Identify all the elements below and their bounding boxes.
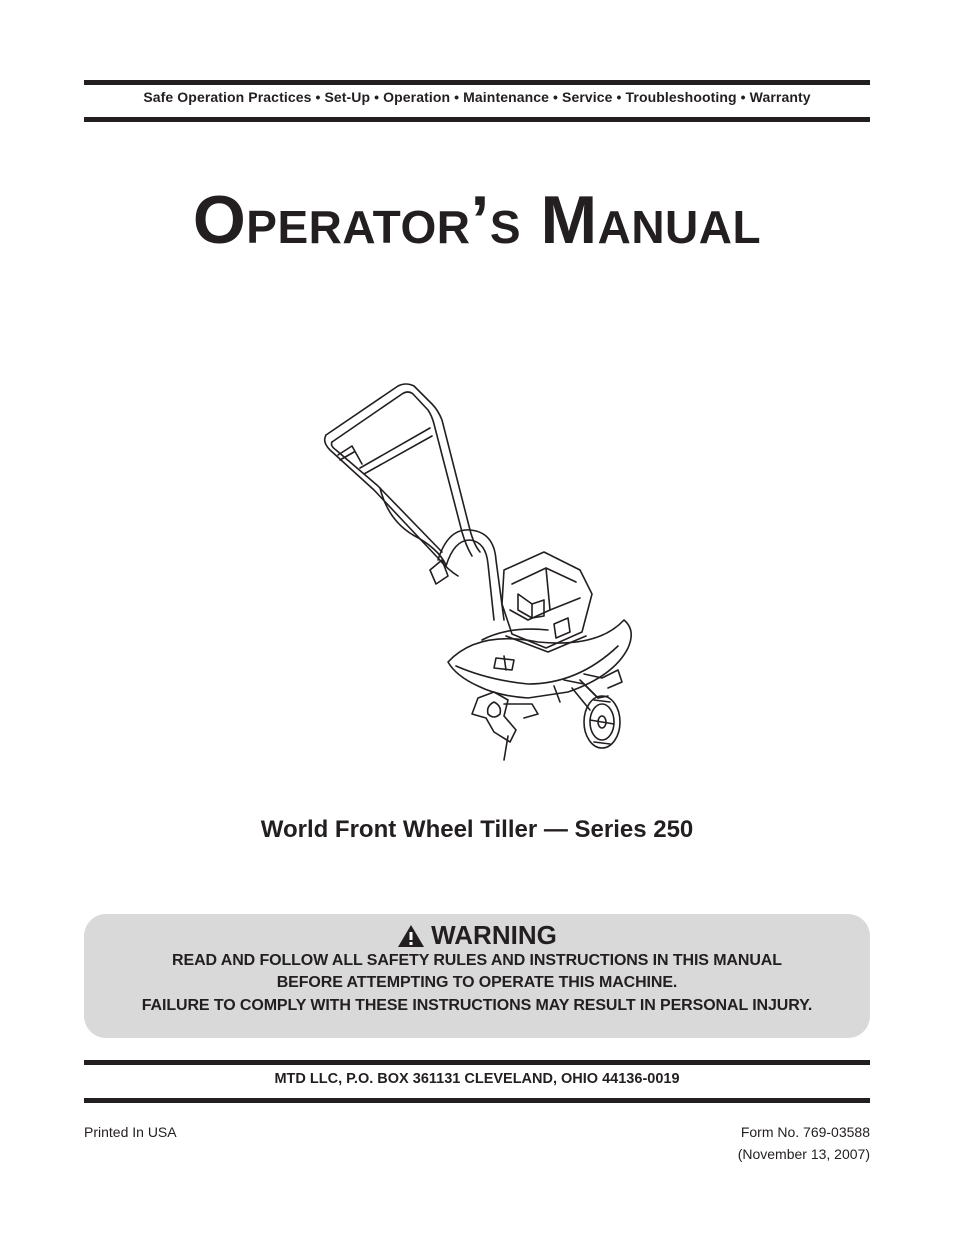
title-apostrophe: ’ bbox=[470, 182, 490, 258]
title-s: S bbox=[489, 201, 522, 253]
warning-box bbox=[84, 914, 870, 1038]
warning-line-2: BEFORE ATTEMPTING TO OPERATE THIS MACHINE. bbox=[276, 974, 678, 991]
printed-in-usa: Printed In USA bbox=[84, 1124, 177, 1140]
product-subtitle: World Front Wheel Tiller — Series 250 bbox=[260, 816, 694, 843]
warning-heading bbox=[84, 920, 870, 951]
warning-heading-text: WARNING bbox=[431, 920, 557, 950]
page-title bbox=[0, 182, 954, 258]
form-date: (November 13, 2007) bbox=[737, 1146, 870, 1162]
top-rule-upper bbox=[84, 80, 870, 85]
bottom-rule-lower bbox=[84, 1098, 870, 1103]
title-perator: PERATOR bbox=[246, 201, 471, 253]
warning-line-3: FAILURE TO COMPLY WITH THESE INSTRUCTIONS MAY RESULT IN PERSONAL INJURY. bbox=[141, 997, 813, 1014]
title-anual: ANUAL bbox=[597, 201, 762, 253]
form-number: Form No. 769-03588 bbox=[740, 1124, 870, 1140]
section-nav-text: Safe Operation Practices • Set-Up • Operation • Maintenance • Service • Troubleshooting • Warranty bbox=[143, 89, 811, 105]
title-initial-o: O bbox=[192, 182, 247, 258]
top-rule-lower bbox=[84, 117, 870, 122]
company-address: MTD LLC, P.O. BOX 361131 CLEVELAND, OHIO 44136-0019 bbox=[274, 1071, 680, 1087]
form-info bbox=[738, 1121, 870, 1165]
title-initial-m: M bbox=[540, 182, 598, 258]
bottom-rule-upper bbox=[84, 1060, 870, 1065]
warning-line-1: READ AND FOLLOW ALL SAFETY RULES AND INSTRUCTIONS IN THIS MANUAL bbox=[172, 952, 782, 969]
tiller-illustration bbox=[318, 380, 638, 772]
warning-triangle-icon bbox=[397, 924, 425, 948]
